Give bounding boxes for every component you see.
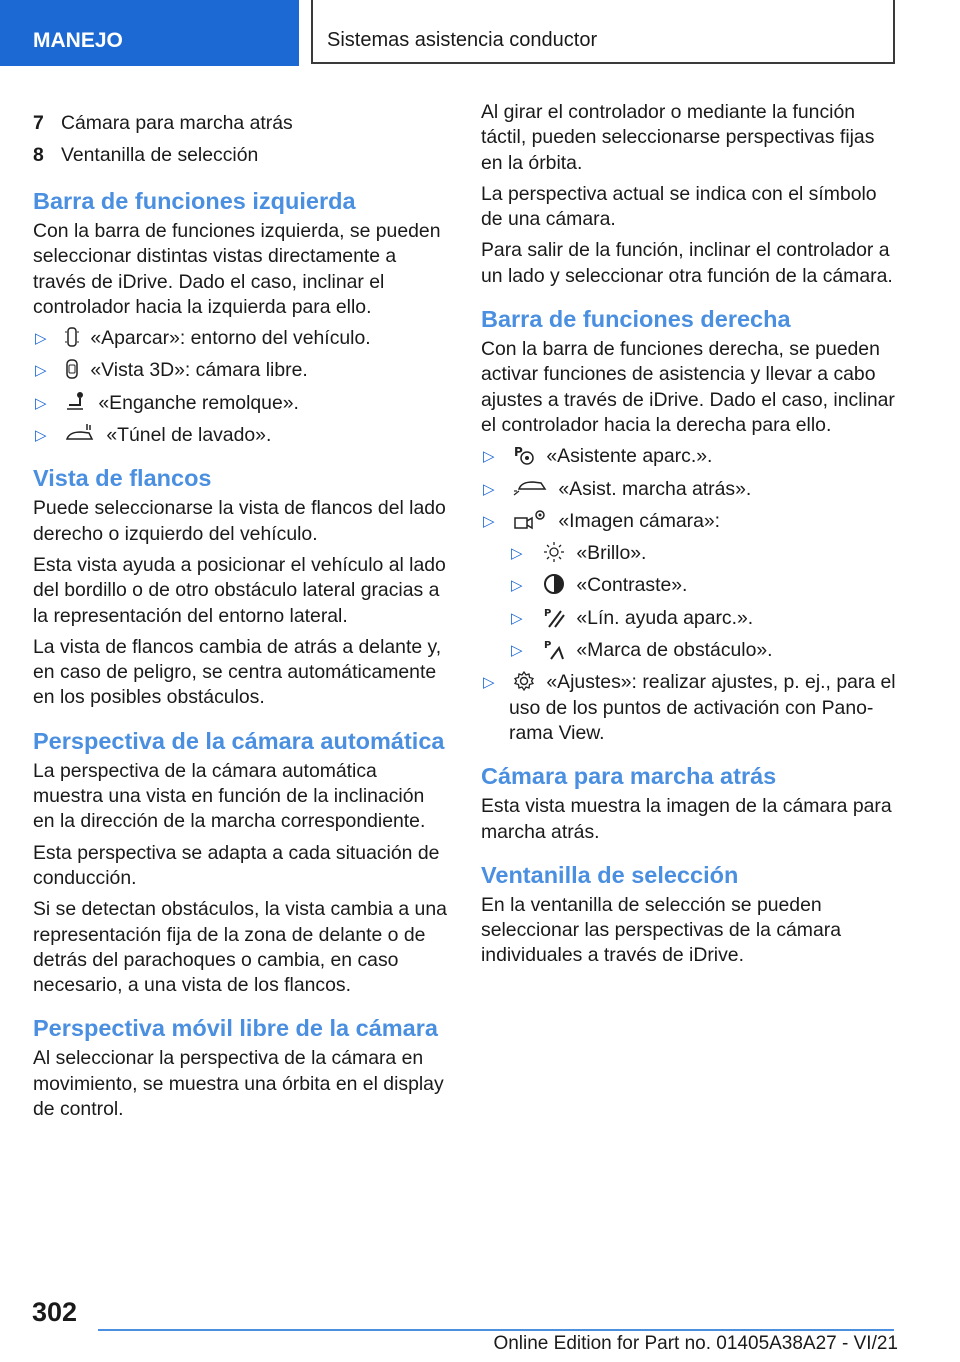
paragraph: Esta vista ayuda a posicionar el vehículo al lado del bordillo o de otro obstáculo lateral gracias a la representación del entorno lateral.	[33, 553, 446, 627]
paragraph: Con la barra de funciones izquierda, se pueden seleccionar distintas vistas directamente a través de iDrive. Dado el caso, inclinar el controlador hacia la izquierda para ello.	[33, 220, 441, 318]
gear-icon	[513, 670, 535, 692]
svg-text:P: P	[514, 445, 523, 460]
paragraph: Para salir de la función, inclinar el controlador a un lado y seleccionar otra función de la cámara.	[481, 239, 893, 287]
list-item	[33, 423, 448, 448]
list-item	[481, 541, 896, 566]
obstacle-marking-icon	[543, 638, 565, 660]
item-number: 8	[33, 143, 44, 166]
bullet-triangle-icon: ▷	[511, 577, 523, 595]
section-heading: Ventanilla de selección	[481, 861, 739, 888]
paragraph: En la ventanilla de selección se pueden seleccionar las perspectivas de la cámara individuales a través de iDrive.	[481, 893, 841, 967]
section-heading: Perspectiva de la cámara automática	[33, 727, 445, 754]
paragraph: Al seleccionar la perspectiva de la cámara en movimiento, se muestra una órbita en el display de control.	[33, 1047, 444, 1121]
section-heading: Barra de funciones derecha	[481, 306, 791, 333]
list-item-text: «Enganche remolque».	[98, 391, 299, 414]
bullet-triangle-icon: ▷	[483, 480, 495, 498]
section-heading: Cámara para marcha atrás	[481, 763, 777, 790]
list-item	[481, 509, 896, 663]
bullet-triangle-icon: ▷	[511, 642, 523, 660]
list-item	[481, 573, 896, 598]
numbered-item	[33, 140, 448, 172]
section-tab: MANEJO	[0, 0, 299, 66]
footer-divider	[98, 1329, 894, 1331]
brightness-icon	[543, 541, 565, 563]
list-item	[33, 326, 448, 351]
bullet-list	[33, 326, 448, 448]
sub-bullet-list	[481, 541, 896, 663]
list-item-text: «Contraste».	[576, 574, 688, 597]
bullet-triangle-icon: ▷	[483, 674, 495, 692]
bullet-triangle-icon: ▷	[35, 394, 47, 412]
paragraph: Si se detectan obstáculos, la vista cambia a una representación fija de la zona de delante o de detrás del parachoques o cambia, en caso necesario, a una vista de los flancos.	[33, 898, 447, 997]
section-heading: Barra de funciones izquierda	[33, 188, 356, 214]
list-item-text: «Vista 3D»: cámara libre.	[90, 359, 308, 382]
list-item	[481, 444, 896, 469]
item-text: Ventanilla de selección	[61, 143, 259, 166]
item-number: 7	[33, 112, 44, 134]
paragraph: La perspectiva actual se indica con el símbolo de una cámara.	[481, 182, 877, 231]
parking-assistant-icon	[513, 444, 535, 466]
section-heading: Perspectiva móvil libre de la cámara	[33, 1015, 438, 1042]
list-item	[33, 391, 448, 416]
chapter-title: Sistemas asistencia conductor	[311, 0, 895, 64]
numbered-item	[33, 108, 448, 140]
parking-car-icon	[65, 326, 79, 348]
bullet-triangle-icon: ▷	[483, 512, 495, 530]
list-item	[481, 638, 896, 663]
paragraph: La vista de flancos cambia de atrás a delante y, en caso de peligro, se centra automáticamente en los posibles obstáculos.	[33, 635, 442, 709]
bullet-triangle-icon: ▷	[35, 427, 47, 445]
paragraph: Con la barra de funciones derecha, se pueden activar funciones de asistencia y llevar a cabo ajustes a través de iDrive. Dado el caso, inclinar el controlador hacia la derecha para ello.	[481, 338, 895, 436]
list-item-text: «Asistente aparc.».	[546, 445, 713, 468]
right-column	[481, 100, 896, 975]
bullet-triangle-icon: ▷	[483, 448, 495, 466]
paragraph: Al girar el controlador o mediante la función táctil, pueden seleccionarse perspectivas fijas en la órbita.	[481, 101, 875, 174]
item-text: Cámara para marcha atrás	[61, 112, 293, 134]
paragraph: Esta vista muestra la imagen de la cámara para marcha atrás.	[481, 795, 892, 843]
list-item-text: «Brillo».	[576, 542, 647, 565]
svg-text:P: P	[544, 640, 552, 652]
list-item	[481, 606, 896, 631]
bullet-triangle-icon: ▷	[511, 545, 523, 563]
list-item-text: «Imagen cámara»:	[558, 509, 721, 532]
car-wash-icon	[65, 423, 95, 445]
camera-image-settings-icon	[513, 509, 547, 531]
page-header	[0, 0, 960, 66]
list-item	[481, 670, 896, 746]
edition-note: Online Edition for Part no. 01405A38A27 - VI/21	[493, 1333, 898, 1354]
paragraph: Esta perspectiva se adapta a cada situación de conducción.	[33, 841, 440, 889]
trailer-hitch-icon	[65, 391, 87, 413]
bullet-list	[481, 444, 896, 746]
contrast-icon	[543, 573, 565, 595]
list-item	[33, 358, 448, 383]
list-item-text: «Túnel de lavado».	[106, 424, 272, 447]
paragraph: La perspectiva de la cámara automática muestra una vista en función de la inclinación en la dirección de la marcha correspondiente.	[33, 759, 426, 833]
left-column	[33, 108, 448, 1128]
list-item	[481, 477, 896, 502]
reversing-assistant-icon	[513, 477, 547, 499]
bullet-triangle-icon: ▷	[511, 609, 523, 627]
svg-text:P: P	[544, 607, 552, 619]
list-item-text: «Ajustes»: realizar ajustes, p. ej., para el uso de los puntos de activación con Panorama View.	[509, 671, 896, 744]
parking-guide-lines-icon	[543, 606, 565, 628]
view-3d-icon	[65, 358, 79, 380]
page-number: 302	[32, 1297, 78, 1327]
list-item-text: «Lín. ayuda aparc.».	[576, 606, 754, 629]
bullet-triangle-icon: ▷	[35, 362, 47, 380]
list-item-text: «Asist. marcha atrás».	[558, 477, 752, 500]
list-item-text: «Marca de obstáculo».	[576, 639, 773, 662]
paragraph: Puede seleccionarse la vista de flancos del lado derecho o izquierdo del vehículo.	[33, 497, 446, 545]
bullet-triangle-icon: ▷	[35, 330, 47, 348]
section-heading: Vista de flancos	[33, 465, 212, 492]
list-item-text: «Aparcar»: entorno del vehículo.	[90, 327, 371, 350]
